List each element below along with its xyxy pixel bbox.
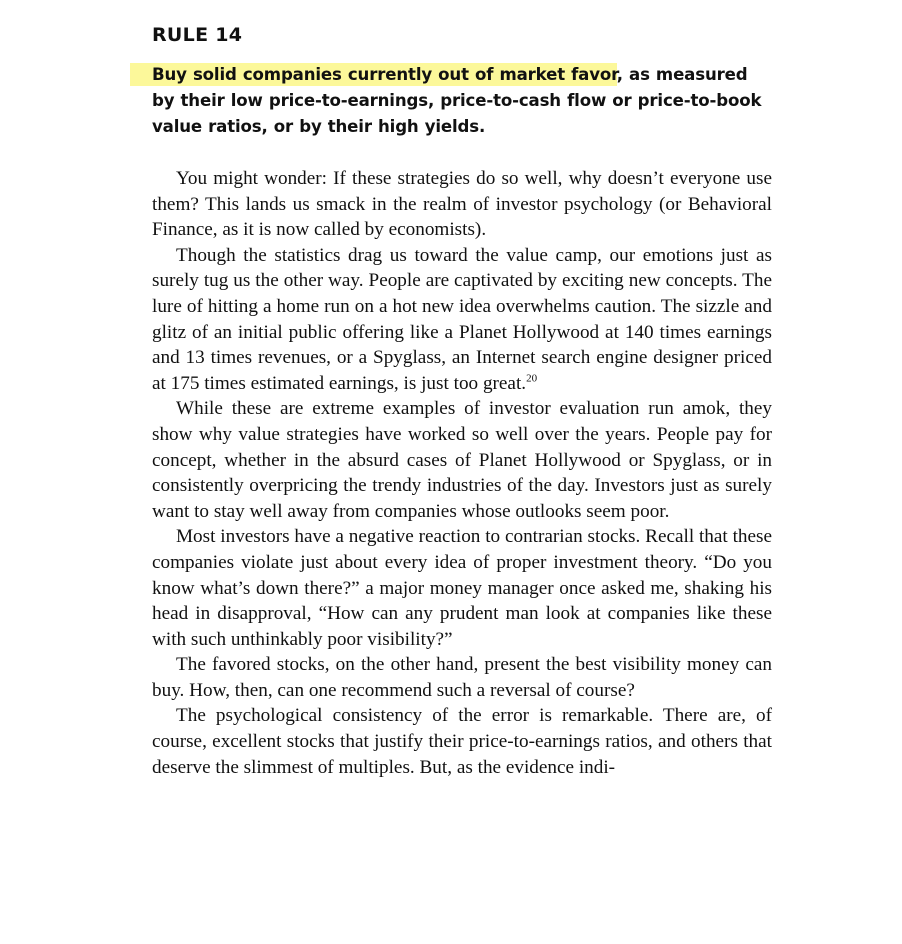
rule-statement-continuation: , as measured xyxy=(616,65,748,84)
book-page xyxy=(152,20,772,780)
paragraph-1: You might wonder: If these strategies do so well, why doesn’t everyone use them? This lands us smack in the realm of investor psychology (or Behavioral Finance, as it is now called by economists). xyxy=(152,168,772,241)
paragraph-2 xyxy=(152,243,772,397)
highlighted-text[interactable]: Buy solid companies currently out of market favor xyxy=(130,65,617,84)
body-text xyxy=(152,166,772,780)
paragraph-3: While these are extreme examples of investor evaluation run amok, they show why value strategies have worked so well over the years. People pay for concept, whether in the absurd cases of Planet Hollywood or Spyglass, or in consistently overpricing the trendy industries of the day. Investors just as surely want to stay well away from companies whose outlooks seem poor. xyxy=(152,398,772,522)
paragraph-5: The favored stocks, on the other hand, present the best visibility money can buy. How, then, can one recommend such a reversal of course? xyxy=(152,654,772,701)
rule-heading: RULE 14 xyxy=(152,24,243,46)
paragraph-6: The psychological consistency of the error is remarkable. There are, of course, excellent stocks that justify their price-to-earnings ratios, and others that deserve the slimmest of multiples. But, as the evidence indi- xyxy=(152,705,772,778)
paragraph-2-text: Though the statistics drag us toward the value camp, our emotions just as surely tug us the other way. People are captivated by exciting new concepts. The lure of hitting a home run on a hot new idea overwhelms caution. The sizzle and glitz of an initial public offering like a Planet Hollywood at 140 times earnings and 13 times revenues, or a Spyglass, an Internet search engine designer priced at 175 times estimated earnings, is just too great. xyxy=(152,244,772,394)
rule-statement-rest: by their low price-to-earnings, price-to-cash flow or price-to-book value ratios, or by their high yields. xyxy=(152,91,762,136)
rule-statement xyxy=(152,62,772,140)
paragraph-4: Most investors have a negative reaction to contrarian stocks. Recall that these companies violate just about every idea of proper investment theory. “Do you know what’s down there?” a major money manager once asked me, shaking his head in disapproval, “How can any prudent man look at companies like these with such unthinkably poor visibility?” xyxy=(152,526,772,650)
footnote-marker: 20 xyxy=(526,372,538,385)
